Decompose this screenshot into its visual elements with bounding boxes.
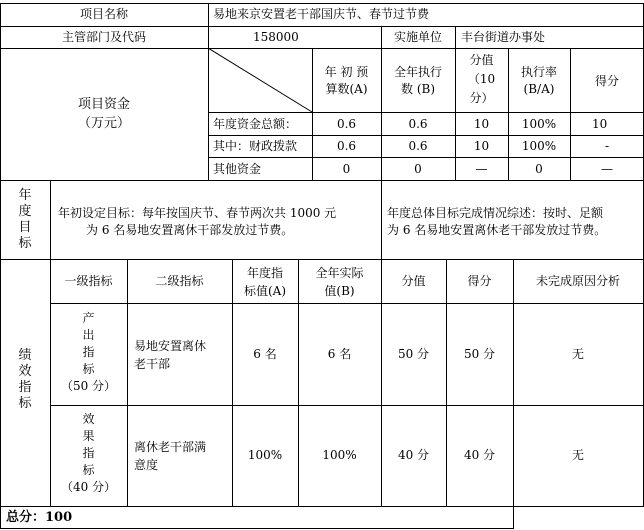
funds-row-points: - <box>604 139 610 153</box>
perf-points: 50 分 <box>463 347 496 361</box>
performance-label: 绩 效 指 标 <box>18 348 32 411</box>
header-annual-actual: 全年实际 值(B) <box>315 266 364 298</box>
header-annual-execution: 全年执行 数 (B) <box>393 65 442 96</box>
perf-level2: 离休老干部满 意度 <box>134 440 207 472</box>
total-score: 总分：100 <box>6 510 73 525</box>
perf-points: 40 分 <box>463 448 496 462</box>
initial-goal-text: 年初设定目标：每年按国庆节、春节两次共 1000 元 为 6 名易地安置离休干部发放过节费。 <box>58 206 337 237</box>
funds-row-execution: 0.6 <box>408 117 428 131</box>
funds-row-execution: 0 <box>414 162 422 176</box>
funds-row-score: — <box>475 162 488 176</box>
funds-row-initial: 0 <box>342 162 351 176</box>
impl-unit-value: 丰台街道办事处 <box>461 30 546 44</box>
perf-annual-actual: 6 名 <box>327 347 352 361</box>
goal-summary-text: 年度总体目标完成情况综述：按时、足额 为 6 名易地安置离休老干部发放过节费。 <box>387 206 607 237</box>
goals-label: 年 度 目 标 <box>18 188 32 251</box>
perf-score: 40 分 <box>397 448 430 462</box>
header-score: 分值 （10 分） <box>467 53 496 105</box>
funds-row-execution: 0.6 <box>408 139 428 153</box>
funds-row-label: 其中：财政拨款 <box>213 139 298 153</box>
header-perf-points: 得分 <box>467 274 492 288</box>
funds-row-rate: 100% <box>521 139 557 153</box>
header-reason: 未完成原因分析 <box>535 274 620 288</box>
diagonal-divider <box>208 48 313 113</box>
perf-annual-target: 6 名 <box>253 347 277 361</box>
funds-row-label: 年度资金总额： <box>213 117 298 131</box>
funds-row-rate: 100% <box>521 117 557 131</box>
perf-level2: 易地安置离休 老干部 <box>134 339 207 371</box>
project-name-label: 项目名称 <box>79 7 128 21</box>
funds-row-initial: 0.6 <box>336 139 357 153</box>
funds-row-label: 其他资金 <box>213 162 262 176</box>
header-points: 得分 <box>594 74 619 88</box>
funds-row-initial: 0.6 <box>336 117 357 131</box>
header-execution-rate: 执行率 (B/A) <box>520 65 557 96</box>
header-perf-score: 分值 <box>401 274 426 288</box>
header-annual-target: 年度指 标值(A) <box>243 266 287 298</box>
project-name-value: 易地来京安置老干部国庆节、春节过节费 <box>213 7 430 21</box>
impl-unit-label: 实施单位 <box>393 30 442 44</box>
perf-reason: 无 <box>571 347 584 361</box>
funds-section-unit: （万元） <box>77 116 130 131</box>
perf-reason: 无 <box>571 448 584 462</box>
perf-score: 50 分 <box>397 347 430 361</box>
funds-row-score: 10 <box>473 117 490 131</box>
header-initial-budget: 年 初 预 算数(A) <box>324 65 369 96</box>
funds-row-rate: 0 <box>535 162 543 176</box>
header-level1: 一级指标 <box>64 274 113 288</box>
perf-level1-effect: 效 果 指 标 （40 分） <box>60 412 117 494</box>
funds-section-label: 项目资金 <box>77 97 130 112</box>
funds-row-points: — <box>601 162 613 176</box>
funds-row-points: 10 <box>592 117 608 131</box>
dept-label: 主管部门及代码 <box>61 30 146 44</box>
perf-level1-output: 产 出 指 标 （50 分） <box>60 311 117 393</box>
perf-annual-actual: 100% <box>322 448 357 462</box>
dept-code: 158000 <box>253 30 299 44</box>
funds-row-score: 10 <box>473 139 490 153</box>
header-level2: 二级指标 <box>155 274 204 288</box>
perf-annual-target: 100% <box>247 448 283 462</box>
